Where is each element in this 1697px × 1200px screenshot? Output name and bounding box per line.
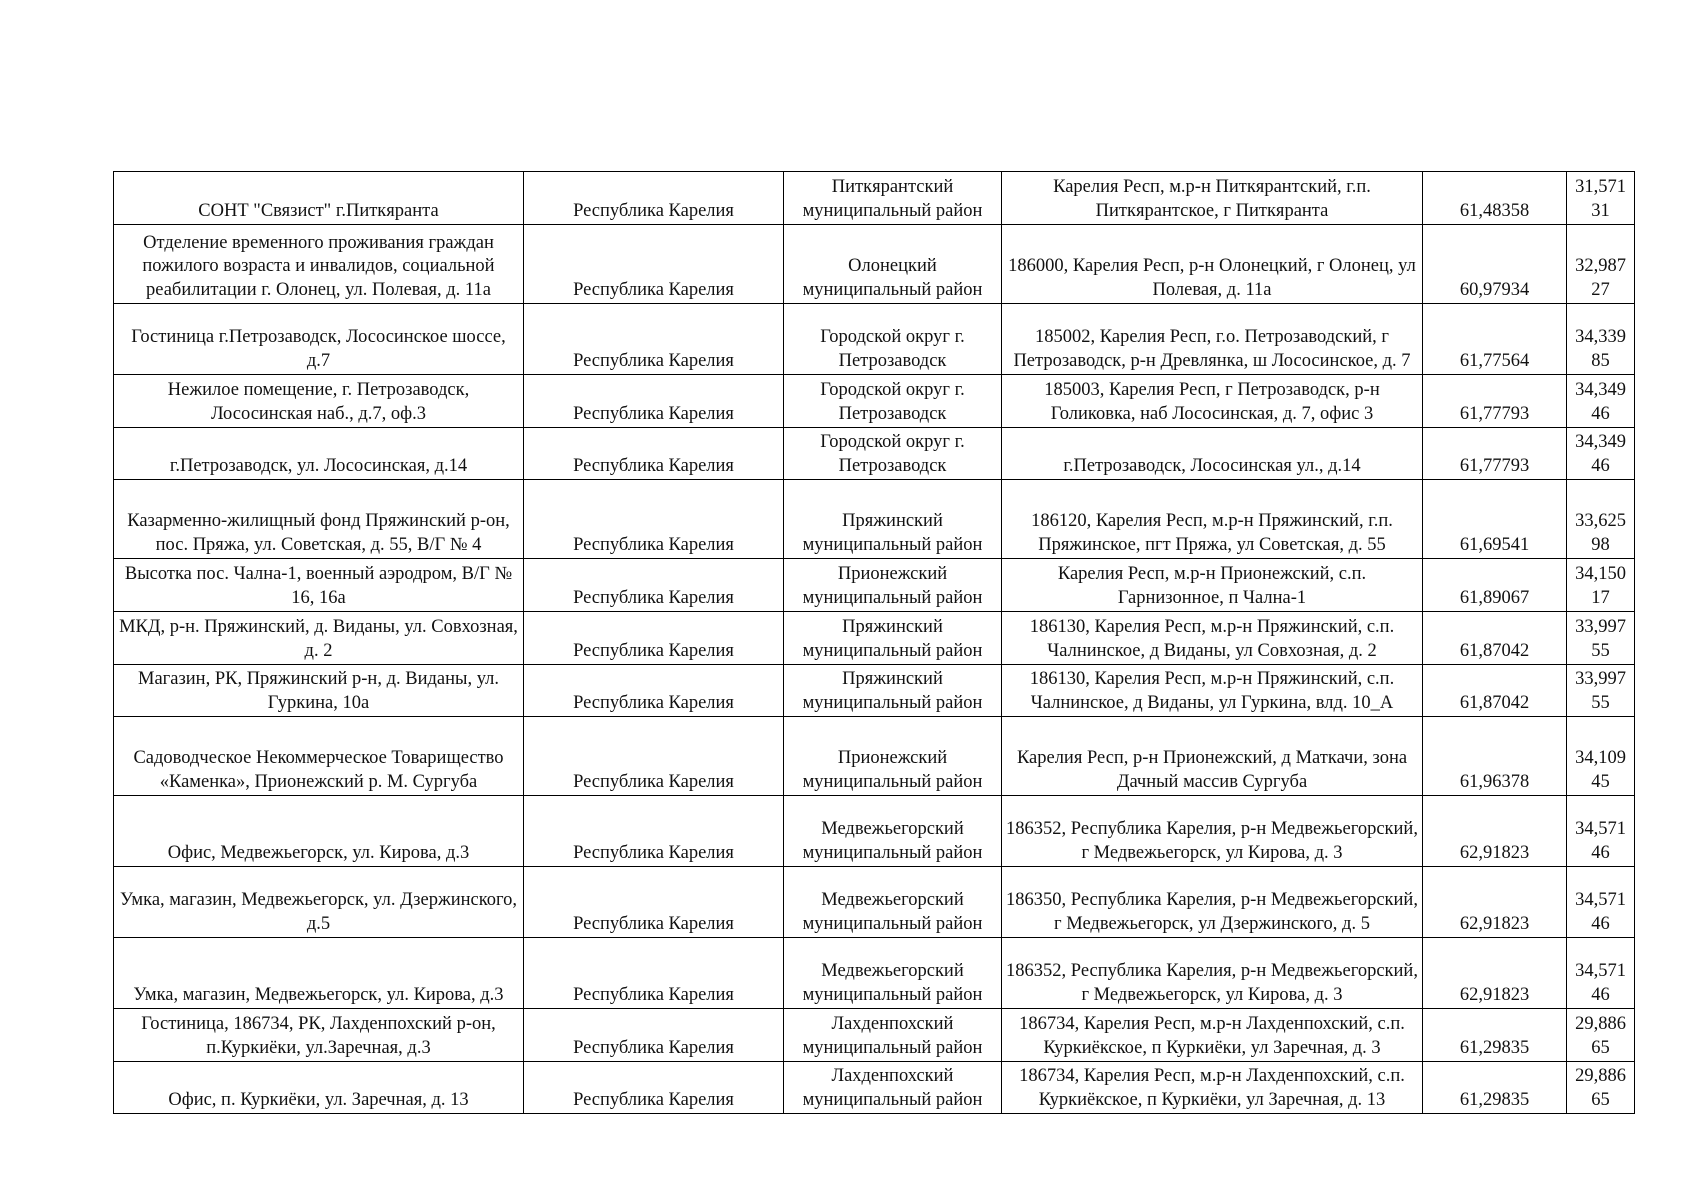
cell-longitude: 33,62598 (1567, 480, 1635, 559)
cell-region: Республика Карелия (524, 480, 784, 559)
cell-latitude: 61,77793 (1423, 375, 1567, 428)
cell-longitude: 34,57146 (1567, 938, 1635, 1009)
cell-district: Городской округ г. Петрозаводск (784, 375, 1002, 428)
cell-address: 186734, Карелия Респ, м.р-н Лахденпохский, с.п. Куркиёкское, п Куркиёки, ул Заречная, д. 13 (1002, 1062, 1423, 1114)
table-row (114, 428, 1635, 480)
cell-longitude: 34,57146 (1567, 796, 1635, 867)
cell-object-name: Высотка пос. Чална-1, военный аэродром, В/Г № 16, 16а (114, 559, 524, 612)
cell-region: Республика Карелия (524, 559, 784, 612)
table-row (114, 375, 1635, 428)
cell-district: Пряжинский муниципальный район (784, 665, 1002, 717)
cell-address: 185002, Карелия Респ, г.о. Петрозаводский, г Петрозаводск, р-н Древлянка, ш Лососинское, д. 7 (1002, 304, 1423, 375)
cell-longitude: 29,88665 (1567, 1009, 1635, 1062)
table-row (114, 612, 1635, 665)
cell-object-name: Офис, Медвежьегорск, ул. Кирова, д.3 (114, 796, 524, 867)
cell-latitude: 61,48358 (1423, 172, 1567, 225)
cell-address: 186120, Карелия Респ, м.р-н Пряжинский, г.п. Пряжинское, пгт Пряжа, ул Советская, д. 55 (1002, 480, 1423, 559)
cell-longitude: 31,57131 (1567, 172, 1635, 225)
cell-object-name: Магазин, РК, Пряжинский р-н, д. Виданы, ул. Гуркина, 10а (114, 665, 524, 717)
cell-region: Республика Карелия (524, 938, 784, 1009)
cell-address: 186000, Карелия Респ, р-н Олонецкий, г Олонец, ул Полевая, д. 11а (1002, 225, 1423, 304)
cell-district: Питкярантский муниципальный район (784, 172, 1002, 225)
cell-district: Олонецкий муниципальный район (784, 225, 1002, 304)
table-row (114, 480, 1635, 559)
cell-longitude: 33,99755 (1567, 665, 1635, 717)
cell-latitude: 61,87042 (1423, 665, 1567, 717)
cell-region: Республика Карелия (524, 612, 784, 665)
table-row (114, 304, 1635, 375)
cell-latitude: 61,29835 (1423, 1009, 1567, 1062)
cell-region: Республика Карелия (524, 1062, 784, 1114)
table-row (114, 1009, 1635, 1062)
cell-region: Республика Карелия (524, 304, 784, 375)
cell-region: Республика Карелия (524, 172, 784, 225)
cell-address: 186130, Карелия Респ, м.р-н Пряжинский, с.п. Чалнинское, д Виданы, ул Совхозная, д. 2 (1002, 612, 1423, 665)
cell-object-name: г.Петрозаводск, ул. Лососинская, д.14 (114, 428, 524, 480)
cell-district: Медвежьегорский муниципальный район (784, 796, 1002, 867)
cell-longitude: 34,34946 (1567, 375, 1635, 428)
table-row (114, 559, 1635, 612)
cell-object-name: Садоводческое Некоммерческое Товарищество «Каменка», Прионежский р. М. Сургуба (114, 717, 524, 796)
cell-object-name: Гостиница, 186734, РК, Лахденпохский р-он, п.Куркиёки, ул.Заречная, д.3 (114, 1009, 524, 1062)
cell-latitude: 60,97934 (1423, 225, 1567, 304)
table-row (114, 225, 1635, 304)
cell-object-name: Гостиница г.Петрозаводск, Лососинское шоссе, д.7 (114, 304, 524, 375)
cell-address: Карелия Респ, м.р-н Питкярантский, г.п. Питкярантское, г Питкяранта (1002, 172, 1423, 225)
cell-region: Республика Карелия (524, 225, 784, 304)
cell-longitude: 34,10945 (1567, 717, 1635, 796)
cell-district: Пряжинский муниципальный район (784, 612, 1002, 665)
cell-address: 186734, Карелия Респ, м.р-н Лахденпохский, с.п. Куркиёкское, п Куркиёки, ул Заречная, д. 3 (1002, 1009, 1423, 1062)
cell-latitude: 62,91823 (1423, 796, 1567, 867)
cell-latitude: 62,91823 (1423, 938, 1567, 1009)
data-table (113, 171, 1635, 1114)
cell-address: г.Петрозаводск, Лососинская ул., д.14 (1002, 428, 1423, 480)
cell-district: Лахденпохский муниципальный район (784, 1009, 1002, 1062)
cell-region: Республика Карелия (524, 717, 784, 796)
cell-region: Республика Карелия (524, 375, 784, 428)
cell-longitude: 34,57146 (1567, 867, 1635, 938)
cell-longitude: 29,88665 (1567, 1062, 1635, 1114)
cell-latitude: 62,91823 (1423, 867, 1567, 938)
cell-district: Прионежский муниципальный район (784, 559, 1002, 612)
table-row (114, 796, 1635, 867)
cell-object-name: Умка, магазин, Медвежьегорск, ул. Кирова, д.3 (114, 938, 524, 1009)
cell-address: Карелия Респ, м.р-н Прионежский, с.п. Гарнизонное, п Чална-1 (1002, 559, 1423, 612)
cell-region: Республика Карелия (524, 796, 784, 867)
cell-longitude: 32,98727 (1567, 225, 1635, 304)
cell-district: Медвежьегорский муниципальный район (784, 938, 1002, 1009)
cell-address: Карелия Респ, р-н Прионежский, д Маткачи, зона Дачный массив Сургуба (1002, 717, 1423, 796)
cell-longitude: 33,99755 (1567, 612, 1635, 665)
cell-district: Лахденпохский муниципальный район (784, 1062, 1002, 1114)
cell-address: 186352, Республика Карелия, р-н Медвежьегорский, г Медвежьегорск, ул Кирова, д. 3 (1002, 796, 1423, 867)
table-row (114, 172, 1635, 225)
cell-district: Медвежьегорский муниципальный район (784, 867, 1002, 938)
cell-longitude: 34,15017 (1567, 559, 1635, 612)
cell-latitude: 61,89067 (1423, 559, 1567, 612)
cell-object-name: Офис, п. Куркиёки, ул. Заречная, д. 13 (114, 1062, 524, 1114)
cell-latitude: 61,69541 (1423, 480, 1567, 559)
cell-object-name: Нежилое помещение, г. Петрозаводск, Лососинская наб., д.7, оф.3 (114, 375, 524, 428)
cell-region: Республика Карелия (524, 428, 784, 480)
cell-district: Городской округ г. Петрозаводск (784, 428, 1002, 480)
cell-district: Пряжинский муниципальный район (784, 480, 1002, 559)
cell-longitude: 34,34946 (1567, 428, 1635, 480)
cell-latitude: 61,77564 (1423, 304, 1567, 375)
cell-address: 185003, Карелия Респ, г Петрозаводск, р-н Голиковка, наб Лососинская, д. 7, офис 3 (1002, 375, 1423, 428)
cell-region: Республика Карелия (524, 665, 784, 717)
cell-object-name: Умка, магазин, Медвежьегорск, ул. Дзержинского, д.5 (114, 867, 524, 938)
table-row (114, 665, 1635, 717)
cell-district: Прионежский муниципальный район (784, 717, 1002, 796)
cell-object-name: СОНТ "Связист" г.Питкяранта (114, 172, 524, 225)
table-row (114, 1062, 1635, 1114)
cell-object-name: Казарменно-жилищный фонд Пряжинский р-он, пос. Пряжа, ул. Советская, д. 55, В/Г № 4 (114, 480, 524, 559)
cell-latitude: 61,77793 (1423, 428, 1567, 480)
table-row (114, 938, 1635, 1009)
cell-address: 186130, Карелия Респ, м.р-н Пряжинский, с.п. Чалнинское, д Виданы, ул Гуркина, влд. 10_А (1002, 665, 1423, 717)
cell-object-name: МКД, р-н. Пряжинский, д. Виданы, ул. Совхозная, д. 2 (114, 612, 524, 665)
table-body (114, 172, 1635, 1114)
cell-latitude: 61,87042 (1423, 612, 1567, 665)
cell-address: 186350, Республика Карелия, р-н Медвежьегорский, г Медвежьегорск, ул Дзержинского, д. 5 (1002, 867, 1423, 938)
cell-region: Республика Карелия (524, 867, 784, 938)
cell-latitude: 61,96378 (1423, 717, 1567, 796)
cell-address: 186352, Республика Карелия, р-н Медвежьегорский, г Медвежьегорск, ул Кирова, д. 3 (1002, 938, 1423, 1009)
cell-latitude: 61,29835 (1423, 1062, 1567, 1114)
cell-region: Республика Карелия (524, 1009, 784, 1062)
cell-longitude: 34,33985 (1567, 304, 1635, 375)
cell-object-name: Отделение временного проживания граждан пожилого возраста и инвалидов, социальной реабилитации г. Олонец, ул. Полевая, д. 11а (114, 225, 524, 304)
cell-district: Городской округ г. Петрозаводск (784, 304, 1002, 375)
table-row (114, 867, 1635, 938)
table-row (114, 717, 1635, 796)
